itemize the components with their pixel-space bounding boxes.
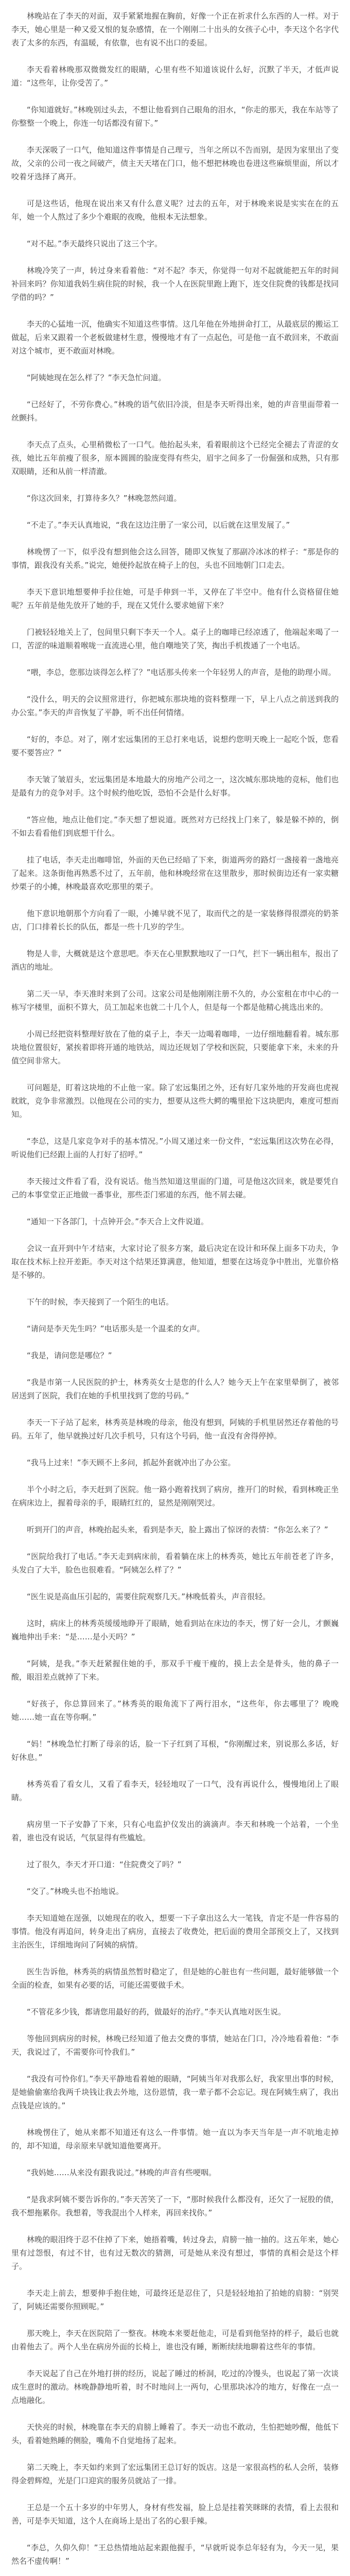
paragraph: “阿姨她现在怎么样了？”李天急忙问道。 xyxy=(27,373,166,382)
paragraph: “阿姨，是我。”李天赶紧握住她的手，那双手干瘦干瘦的，摸上去全是骨头，他的鼻子一酸，眼泪差点就掉了下来。 xyxy=(11,1659,339,1682)
paragraph: “不管花多少钱，都请您用最好的药，做最好的治疗。”李天认真地对医生说。 xyxy=(27,2007,286,2016)
paragraph: 林晚愣了一下，似乎没有想到他会这么回答，随即又恢复了那副冷冰冰的样子：“那是你的事情，跟我没有关系。”说完，她便拎起放在椅子上的包，头也不回地朝门口走去。 xyxy=(11,547,339,570)
paragraph: 听到开门的声音，林晚抬起头来，看到是李天，脸上露出了惊讶的表情：“你怎么来了？” xyxy=(27,1525,328,1534)
paragraph: 第二天一早，李天准时来到了公司。这家公司是他刚刚注册不久的，办公室租在市中心的一栋写字楼里，面积不算大，员工加起来也就二十几个人，但是每一个都是他精心挑选出来的。 xyxy=(11,989,339,1012)
paragraph: 李天看着林晚那双微微发红的眼睛，心里有些不知道该说什么好，沉默了半天，才低声说道：“这些年，让你受苦了。” xyxy=(11,65,339,88)
paragraph: 这时，病床上的林秀英缓缓地睁开了眼睛，她看到站在床边的李天，愣了好一会儿，才颤巍巍地伸出手来：“是……是小天吗？” xyxy=(11,1619,339,1641)
paragraph: “请问是李天先生吗？”电话那头是一个温柔的女声。 xyxy=(27,1324,205,1333)
paragraph: 林秀英看了看女儿，又看了看李天，轻轻地叹了一口气，没有再说什么，慢慢地闭上了眼睛。 xyxy=(11,1780,339,1802)
paragraph: 他下意识地朝那个方向看了一眼，小摊早就不见了，取而代之的是一家装修得很漂亮的奶茶店，门口排着长长的队伍，都是一些十几岁的学生。 xyxy=(11,909,339,931)
paragraph: “我妈她……从来没有跟我说过。”林晚的声音有些哽咽。 xyxy=(27,2168,217,2177)
paragraph: “我是，请问您是哪位？” xyxy=(27,1351,112,1360)
paragraph: 等他回到病房的时候，林晚已经知道了他去交费的事情，她站在门口，冷冷地看着他：“李天，我说过了，不需要你可怜我们。” xyxy=(11,2034,339,2057)
paragraph: “通知一下各部门，十点钟开会。”李天合上文件说道。 xyxy=(27,1217,209,1226)
paragraph: 那天晚上，李天在医院陪了一整夜。林晚本来要赶他走，可是看到他坚持的样子，最后也就由着他去了。两个人坐在病房外面的长椅上，谁也没有睡，断断续续地聊着这些年的事情。 xyxy=(11,2329,339,2351)
paragraph: 会议一直开到中午才结束，大家讨论了很多方案，最后决定在设计和环保上面多下功夫，争取在技术标上拉开差距。李天对这个结果还算满意，他知道，想要在这场竞争中胜出，光靠价格是不够的。 xyxy=(11,1244,339,1280)
paragraph: 半个小时之后，李天赶到了医院。他一路小跑着找到了病房，推开门的时候，看到林晚正坐在病床边上，握着母亲的手，眼睛红红的，显然是刚刚哭过。 xyxy=(11,1485,339,1507)
paragraph: “你这次回来，打算待多久？”林晚忽然问道。 xyxy=(27,494,182,503)
paragraph: 下午的时候，李天接到了一个陌生的电话。 xyxy=(27,1297,174,1307)
paragraph: 挂了电话，李天走出咖啡馆，外面的天色已经暗了下来，街道两旁的路灯一盏接着一盏地亮了起来。这条街他再熟悉不过了，五年前，他和林晚经常在这里散步，那时候街边还有一家卖糖炒栗子的小摊，林晚最喜欢吃那里的栗子。 xyxy=(11,855,339,891)
paragraph: 李天下意识地想要伸手拉住她，可是手伸到一半，又停在了半空中。他有什么资格留住她呢？五年前是他先放开了她的手，现在又凭什么要求她留下来？ xyxy=(11,587,339,610)
paragraph: “医院给我打了电话。”李天走到病床前，看着躺在床上的林秀英，她比五年前苍老了许多，头发白了大半，脸色也很难看。“阿姨怎么样了？” xyxy=(11,1552,339,1574)
paragraph: 李天皱了皱眉头，宏远集团是本地最大的房地产公司之一，这次城东那块地的竞标，他们也是最有力的竞争对手。这个时候约他吃饭，恐怕不会是什么好事。 xyxy=(11,775,339,798)
paragraph: “我是市第一人民医院的护士，林秀英女士是您的什么人？她今天上午在家里晕倒了，被邻居送到了医院，我们在她的手机里找到了您的号码。” xyxy=(11,1378,339,1400)
paragraph: 李天一下子站了起来，林秀英是林晚的母亲，他没有想到，阿姨的手机里居然还存着他的号码。五年了，他早就换过好几次手机号，只有这个号码，他一直没有舍得停掉。 xyxy=(11,1418,339,1440)
paragraph: 李天接过文件看了看，没有说话。他当然知道这里面的门道，可是他这次回来，就是要凭自己的本事堂堂正正地做一番事业，那些歪门邪道的东西，他不屑去碰。 xyxy=(11,1177,339,1199)
paragraph: 李天深吸了一口气，他知道这件事情是自己理亏，当年之所以不告而别，是因为家里出了变故，父亲的公司一夜之间破产，债主天天堵在门口，他不想把林晚也卷进这些麻烦里面，所以才咬着牙选择了离开。 xyxy=(11,145,339,181)
paragraph: “好孩子，你总算回来了。”林秀英的眼角流下了两行泪水，“这些年，你去哪里了？晚晚她……她一直在等你啊。” xyxy=(11,1699,339,1722)
paragraph: “喂，李总，您那边谈得怎么样了？”电话那头传来一个年轻男人的声音，是他的助理小周。 xyxy=(27,668,336,677)
paragraph: 李天的心猛地一沉，他确实不知道这些事情。这几年他在外地拼命打工，从最底层的搬运工做起，后来又跟着一个老板做建材生意，慢慢地才有了一点起色，可是他一直不敢回来，不敢面对这个城市，更不敢面对林晚。 xyxy=(11,319,339,355)
paragraph: “已经好了，不劳你费心。”林晚的语气依旧冷淡，但是李天听得出来，她的声音里面带着一丝颤抖。 xyxy=(11,400,339,422)
paragraph: 林晚冷笑了一声，转过身来看着他：“对不起？李天，你觉得一句对不起就能把五年的时间补回来吗？你知道我妈生病住院的时候，我一个人在医院里跑上跑下，连交住院费的钱都是找同学借的吗？” xyxy=(11,266,339,302)
paragraph: “对不起。”李天最终只说出了这三个字。 xyxy=(27,239,163,248)
paragraph: 李天走上前去，想要伸手抱住她，可最终还是忍住了，只是轻轻地拍了拍她的肩膀：“别哭了，阿姨还需要你照顾呢。” xyxy=(11,2289,339,2311)
paragraph: 可是这些话，他现在说出来又有什么意义呢？过去的五年，对于林晚来说是实实在在的五年，她一个人熬过了多少个难眠的夜晚，他根本无法想象。 xyxy=(11,199,339,222)
paragraph: 林晚愣住了，她从来都不知道还有这么一件事情。她一直以为李天当年是一声不吭地走掉的，却不知道，母亲原来早就知道他要离开。 xyxy=(11,2128,339,2150)
paragraph: “好的，李总。对了，刚才宏远集团的王总打来电话，说想约您明天晚上一起吃个饭，您看要不要答应？” xyxy=(11,735,339,757)
paragraph: 医生告诉他，林秀英的病情虽然暂时稳定了，但是她的心脏也有一些问题，最好能够做一个全面的检查，如果有必要的话，可能还需要做手术。 xyxy=(11,1967,339,1990)
paragraph: 王总是一个五十多岁的中年男人，身材有些发福，脸上总是挂着笑眯眯的表情，看上去很和善，可是李天知道，这个人在商场上是出了名的心狠手辣。 xyxy=(11,2503,339,2526)
paragraph: “李总，这是几家竞争对手的基本情况。”小周又递过来一份文件，“宏远集团这次势在必得，听说他们已经跟上面的人打好了招呼。” xyxy=(11,1137,339,1159)
paragraph: 天快亮的时候，林晚靠在李天的肩膀上睡着了。李天一动也不敢动，生怕把她吵醒，他低下头，看着她熟睡的侧脸，嘴角不自觉地扬了起来。 xyxy=(11,2422,339,2445)
paragraph: “不走了。”李天认真地说，“我在这边注册了一家公司，以后就在这里发展了。” xyxy=(27,520,290,530)
paragraph: 林晚站在了李天的对面，双手紧紧地握在胸前，好像一个正在祈求什么东西的人一样。对于李天，她心里是一种又爱又恨的复杂感情，在一个刚刚二十出头的女孩子心中，李天这个名字代表了太多的东西，有温暖，有依靠，也有说不出口的委屈。 xyxy=(11,11,339,47)
paragraph: 物是人非，大概就是这个意思吧。李天在心里默默地叹了一口气，拦下一辆出租车，报出了酒店的地址。 xyxy=(11,949,339,972)
paragraph: 小周已经把资料整理好放在了他的桌子上，李天一边喝着咖啡，一边仔细地翻看着。城东那块地位置很好，紧挨着即将开通的地铁站，周边还规划了学校和医院，只要能拿下来，未来的升值空间非常大。 xyxy=(11,1029,339,1065)
paragraph: 门被轻轻地关上了，包间里只剩下李天一个人。桌子上的咖啡已经凉透了，他端起来喝了一口，苦涩的味道顺着喉咙一直流进心里，他自嘲地笑了笑，掏出手机拨通了一个电话。 xyxy=(11,628,339,650)
paragraph: 第二天晚上，李天如约来到了宏远集团王总订好的饭店。这是一家很高档的私人会所，装修得金碧辉煌，光是门口迎宾的服务员就站了一排。 xyxy=(11,2463,339,2485)
paragraph: “我马上过来！”李天顾不上多问，抓起外套就冲出了办公室。 xyxy=(27,1458,236,1467)
paragraph: 可问题是，盯着这块地的不止他一家。除了宏远集团之外，还有好几家外地的开发商也虎视眈眈，竞争非常激烈。以他现在公司的实力，想要从这些大鳄的嘴里抢下这块肥肉，难度可想而知。 xyxy=(11,1083,339,1119)
paragraph: 李天点了点头，心里稍微松了一口气。他抬起头来，看着眼前这个已经完全褪去了青涩的女孩，她比五年前瘦了很多，原本圆圆的脸庞变得有些尖，眉宇之间多了一份倔强和成熟，只有那双眼睛，还和从前一样清澈。 xyxy=(11,440,339,476)
paragraph: “李总，久仰久仰！”王总热情地站起来跟他握手，“早就听说李总年轻有为，今天一见，果然名不虚传啊！” xyxy=(11,2543,339,2566)
paragraph: “你知道就好。”林晚别过头去，不想让他看到自己眼角的泪水，“你走的那天，我在车站等了你整整一个晚上，你连一句话都没有留下。” xyxy=(11,105,339,128)
paragraph: “医生说是高血压引起的，需要住院观察几天。”林晚低着头，声音很轻。 xyxy=(27,1592,271,1601)
paragraph: “答应他，地点让他们定。”李天想了想说道。既然对方已经找上门来了，躲是躲不掉的，倒不如去看看他们到底想干什么。 xyxy=(11,815,339,838)
paragraph: 李天说起了自己在外地打拼的经历，说起了睡过的桥洞，吃过的冷馒头，也说起了第一次谈成生意时的激动。林晚静静地听着，时不时地问上一两句，心里那块冰冷的地方，好像在一点一点地融化。 xyxy=(11,2369,339,2405)
paragraph: “我没有可怜你们。”李天平静地看着她的眼睛，“阿姨当年对我那么好，我家里出事的时候，是她偷偷塞给我两千块钱让我去外地，这份恩情，我一辈子都不会忘记。现在阿姨生病了，我出点钱是应该的。” xyxy=(11,2074,339,2110)
paragraph: “交了。”林晚头也不抬地说。 xyxy=(27,1887,124,1896)
paragraph: 林晚的眼泪终于忍不住掉了下来，她捂着嘴，转过身去，肩膀一抽一抽的。这五年来，她心里有过怨恨，有过不甘，也有过无数次的猜测，可是她从来没有想过，事情的真相会是这个样子。 xyxy=(11,2235,339,2271)
paragraph: 过了很久，李天才开口道：“住院费交了吗？” xyxy=(27,1860,182,1869)
paragraph: “没什么，明天的会议照常进行，你把城东那块地的资料整理一下，早上八点之前送到我的办公室。”李天的声音恢复了平静，听不出任何情绪。 xyxy=(11,694,339,717)
article-body xyxy=(11,9,339,2576)
paragraph: 病房里一下子安静了下来，只有心电监护仪发出的滴滴声。李天和林晚一个站着，一个坐着，谁也没有说话，气氛显得有些尴尬。 xyxy=(11,1820,339,1842)
paragraph: 李天知道她在逞强，以她现在的收入，想要一下子拿出这么大一笔钱，肯定不是一件容易的事情。他没有再追问，转身走出了病房，直接去了收费处，把后面的费用全部预交上了，又找到主治医生，详细地询问了阿姨的病情。 xyxy=(11,1913,339,1950)
paragraph: “是我求阿姨不要告诉你的。”李天苦笑了一下，“那时候我什么都没有，还欠了一屁股的债，我不想拖累你。我想着，等我混出个人样来，再回来找你。” xyxy=(11,2195,339,2217)
paragraph: “妈！”林晚急忙打断了母亲的话，脸一下子红到了耳根，“你刚醒过来，别说那么多话，好好休息。” xyxy=(11,1739,339,1762)
